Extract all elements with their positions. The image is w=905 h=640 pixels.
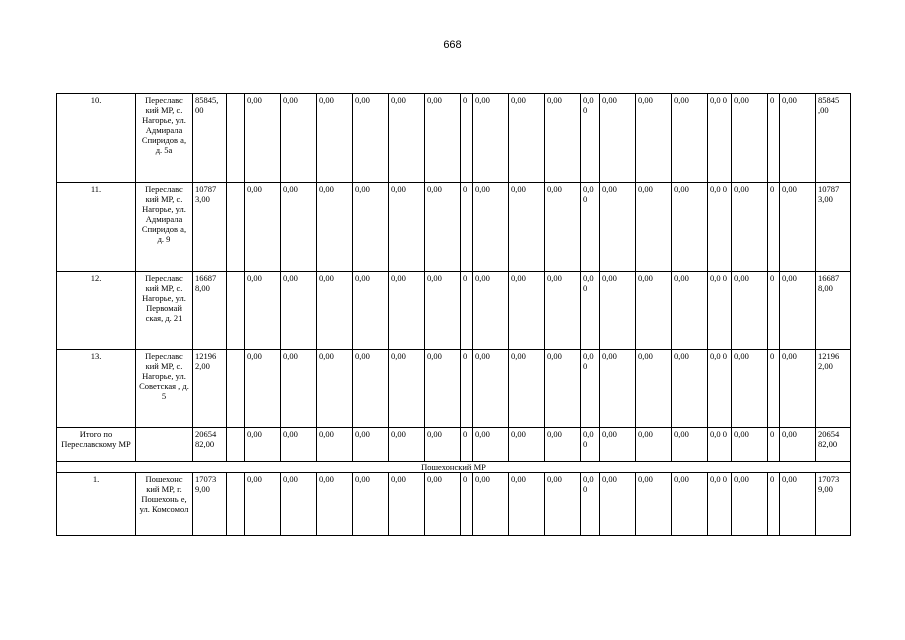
value-cell: 0,00 xyxy=(389,183,425,272)
address-cell: Переславс кий МР, с. Нагорье, ул. Первомай ская, д. 21 xyxy=(136,272,193,350)
value-cell: 0 xyxy=(461,428,473,462)
total-cost-cell: 12196 2,00 xyxy=(193,350,227,428)
value-cell: 0,0 0 xyxy=(581,94,600,183)
value-cell: 0,00 xyxy=(425,350,461,428)
value-cell: 0,0 0 xyxy=(708,350,732,428)
value-cell: 0 xyxy=(461,272,473,350)
value-cell: 0,00 xyxy=(636,272,672,350)
value-cell: 0,00 xyxy=(732,473,768,536)
final-total-cell: 20654 82,00 xyxy=(816,428,851,462)
value-cell: 0,0 0 xyxy=(708,94,732,183)
final-total-cell: 12196 2,00 xyxy=(816,350,851,428)
value-cell xyxy=(227,94,245,183)
value-cell: 0,00 xyxy=(317,94,353,183)
value-cell: 0,00 xyxy=(353,350,389,428)
table-row xyxy=(57,428,851,462)
table-row xyxy=(57,183,851,272)
value-cell: 0,00 xyxy=(600,94,636,183)
value-cell: 0,0 0 xyxy=(581,428,600,462)
value-cell: 0,00 xyxy=(245,350,281,428)
data-table xyxy=(56,93,851,536)
final-total-cell: 85845 ,00 xyxy=(816,94,851,183)
value-cell: 0,00 xyxy=(317,183,353,272)
value-cell: 0,0 0 xyxy=(708,428,732,462)
value-cell: 0,00 xyxy=(425,183,461,272)
value-cell: 0,00 xyxy=(317,473,353,536)
value-cell: 0,00 xyxy=(473,183,509,272)
value-cell: 0,00 xyxy=(672,473,708,536)
value-cell: 0,00 xyxy=(245,183,281,272)
value-cell: 0,00 xyxy=(281,428,317,462)
value-cell: 0 xyxy=(461,473,473,536)
value-cell: 0,00 xyxy=(672,350,708,428)
value-cell: 0,00 xyxy=(389,473,425,536)
row-number-cell: 12. xyxy=(57,272,136,350)
value-cell: 0,00 xyxy=(389,350,425,428)
value-cell: 0,00 xyxy=(353,94,389,183)
value-cell: 0,00 xyxy=(780,428,816,462)
value-cell: 0,00 xyxy=(732,272,768,350)
value-cell: 0,00 xyxy=(636,94,672,183)
value-cell: 0,00 xyxy=(281,94,317,183)
value-cell: 0,0 0 xyxy=(708,183,732,272)
value-cell: 0,00 xyxy=(245,272,281,350)
value-cell: 0,00 xyxy=(353,428,389,462)
value-cell: 0,00 xyxy=(636,428,672,462)
value-cell: 0,00 xyxy=(732,183,768,272)
row-number-cell: 1. xyxy=(57,473,136,536)
total-cost-cell: 20654 82,00 xyxy=(193,428,227,462)
value-cell xyxy=(227,350,245,428)
value-cell: 0,00 xyxy=(732,350,768,428)
value-cell: 0 xyxy=(768,272,780,350)
value-cell: 0 xyxy=(768,473,780,536)
value-cell: 0,00 xyxy=(545,428,581,462)
value-cell: 0,00 xyxy=(509,183,545,272)
value-cell: 0,0 0 xyxy=(581,272,600,350)
value-cell: 0,00 xyxy=(425,94,461,183)
value-cell: 0,00 xyxy=(672,94,708,183)
value-cell: 0,00 xyxy=(780,94,816,183)
value-cell: 0,00 xyxy=(600,183,636,272)
value-cell xyxy=(227,473,245,536)
value-cell: 0,00 xyxy=(545,272,581,350)
value-cell: 0,00 xyxy=(425,272,461,350)
address-cell: Переславс кий МР, с. Нагорье, ул. Адмирала Спиридов а, д. 9 xyxy=(136,183,193,272)
row-number-cell: 13. xyxy=(57,350,136,428)
value-cell: 0,00 xyxy=(473,272,509,350)
value-cell: 0 xyxy=(768,350,780,428)
value-cell: 0,00 xyxy=(473,473,509,536)
value-cell: 0,00 xyxy=(636,183,672,272)
final-total-cell: 10787 3,00 xyxy=(816,183,851,272)
value-cell: 0,00 xyxy=(600,350,636,428)
value-cell xyxy=(227,183,245,272)
value-cell: 0,00 xyxy=(353,183,389,272)
value-cell: 0,00 xyxy=(732,428,768,462)
section-row xyxy=(57,462,851,473)
final-total-cell: 16687 8,00 xyxy=(816,272,851,350)
value-cell xyxy=(227,428,245,462)
row-number-cell: 10. xyxy=(57,94,136,183)
value-cell: 0,0 0 xyxy=(581,183,600,272)
value-cell xyxy=(227,272,245,350)
value-cell: 0 xyxy=(768,94,780,183)
value-cell: 0,00 xyxy=(353,473,389,536)
value-cell: 0,00 xyxy=(509,94,545,183)
value-cell: 0,00 xyxy=(245,94,281,183)
value-cell: 0,00 xyxy=(473,94,509,183)
table-row xyxy=(57,473,851,536)
value-cell: 0,00 xyxy=(425,428,461,462)
total-cost-cell: 16687 8,00 xyxy=(193,272,227,350)
address-cell: Переславс кий МР, с. Нагорье, ул. Советская , д. 5 xyxy=(136,350,193,428)
value-cell: 0,00 xyxy=(600,428,636,462)
value-cell: 0,0 0 xyxy=(708,473,732,536)
value-cell: 0 xyxy=(768,428,780,462)
value-cell: 0,00 xyxy=(545,94,581,183)
value-cell: 0,00 xyxy=(281,183,317,272)
value-cell: 0 xyxy=(461,183,473,272)
address-cell: Переславс кий МР, с. Нагорье, ул. Адмирала Спиридов а, д. 5а xyxy=(136,94,193,183)
value-cell: 0,00 xyxy=(389,272,425,350)
value-cell: 0,00 xyxy=(473,350,509,428)
value-cell: 0,00 xyxy=(780,350,816,428)
value-cell: 0,00 xyxy=(245,428,281,462)
value-cell: 0,00 xyxy=(389,94,425,183)
address-cell xyxy=(136,428,193,462)
section-title: Пошехонский МР xyxy=(57,462,851,473)
value-cell: 0,00 xyxy=(545,183,581,272)
value-cell: 0,00 xyxy=(509,350,545,428)
value-cell: 0,00 xyxy=(317,428,353,462)
value-cell: 0,00 xyxy=(473,428,509,462)
value-cell: 0,00 xyxy=(600,272,636,350)
value-cell: 0,00 xyxy=(353,272,389,350)
value-cell: 0,00 xyxy=(545,473,581,536)
value-cell: 0,00 xyxy=(672,183,708,272)
value-cell: 0 xyxy=(461,94,473,183)
value-cell: 0,00 xyxy=(672,428,708,462)
value-cell: 0,0 0 xyxy=(708,272,732,350)
total-cost-cell: 17073 9,00 xyxy=(193,473,227,536)
value-cell: 0,00 xyxy=(281,350,317,428)
address-cell: Пошехонс кий МР, г. Пошехонь е, ул. Комсомол xyxy=(136,473,193,536)
value-cell: 0,00 xyxy=(509,473,545,536)
value-cell: 0,00 xyxy=(245,473,281,536)
row-number-cell: 11. xyxy=(57,183,136,272)
final-total-cell: 17073 9,00 xyxy=(816,473,851,536)
table-row xyxy=(57,272,851,350)
value-cell: 0,00 xyxy=(425,473,461,536)
value-cell: 0,00 xyxy=(317,272,353,350)
total-cost-cell: 85845, 00 xyxy=(193,94,227,183)
value-cell: 0,00 xyxy=(509,272,545,350)
value-cell: 0 xyxy=(461,350,473,428)
value-cell: 0,00 xyxy=(389,428,425,462)
value-cell: 0,0 0 xyxy=(581,350,600,428)
value-cell: 0,00 xyxy=(281,272,317,350)
total-cost-cell: 10787 3,00 xyxy=(193,183,227,272)
value-cell: 0,00 xyxy=(780,183,816,272)
value-cell: 0,00 xyxy=(780,473,816,536)
value-cell: 0,00 xyxy=(636,350,672,428)
table-row xyxy=(57,350,851,428)
value-cell: 0,00 xyxy=(732,94,768,183)
value-cell: 0,00 xyxy=(317,350,353,428)
row-number-cell: Итого по Переславскому МР xyxy=(57,428,136,462)
value-cell: 0 xyxy=(768,183,780,272)
value-cell: 0,0 0 xyxy=(581,473,600,536)
page-number: 668 xyxy=(443,39,462,51)
value-cell: 0,00 xyxy=(545,350,581,428)
value-cell: 0,00 xyxy=(509,428,545,462)
value-cell: 0,00 xyxy=(636,473,672,536)
value-cell: 0,00 xyxy=(672,272,708,350)
value-cell: 0,00 xyxy=(281,473,317,536)
table-row xyxy=(57,94,851,183)
value-cell: 0,00 xyxy=(780,272,816,350)
value-cell: 0,00 xyxy=(600,473,636,536)
